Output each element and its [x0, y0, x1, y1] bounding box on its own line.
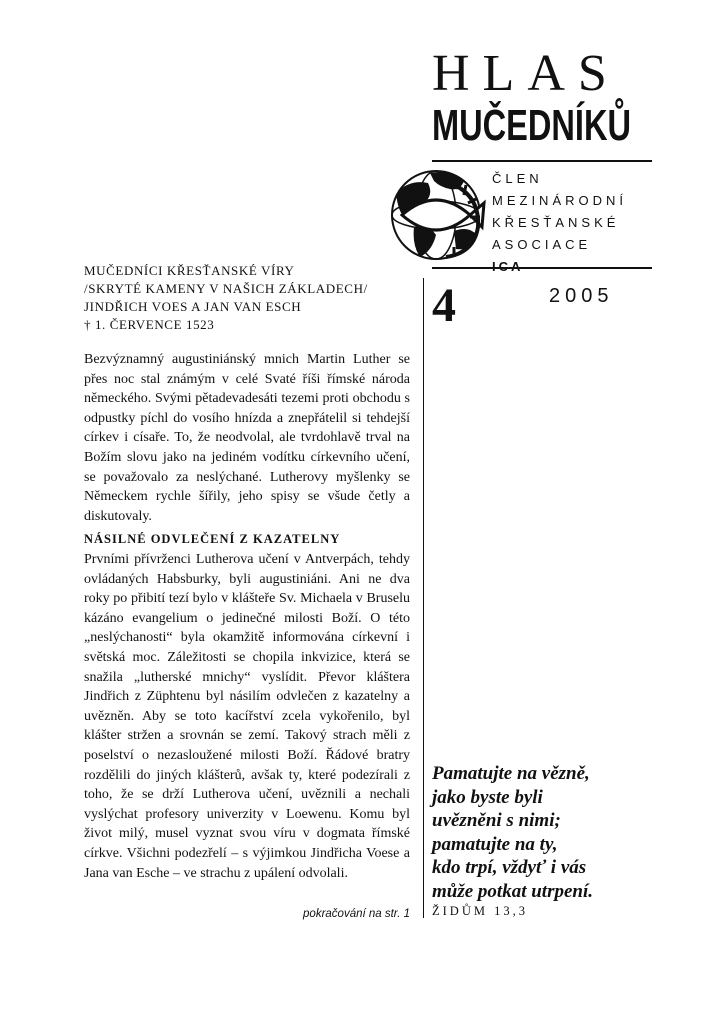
article-paragraph-1: Bezvýznamný augustiniánský mnich Martin Luther se přes noc stal známým v celé Svaté říši římské národa německého. Svými pětadevadesáti tezemi proti obchodu s odpustky píchl do vosího hnízda a znepřátelil si tehdejší církev i císaře. To, že neodvolal, ale tvrdohlavě trval na Božím slovu jako na jediném vodítku církevního učení, se považovalo za neslýchané. Lutherovy myšlenky se Německem rychle šířily, jeho spisy se všude četly a diskutovaly.	[84, 352, 410, 524]
continued-note: pokračování na str. 1	[303, 908, 410, 920]
masthead-title-hlas: HLAS	[432, 45, 620, 102]
ica-membership	[492, 168, 627, 278]
bible-quote: Pamatujte na vězně, jako byste byli uvězněni s nimi; pamatujte na ty, kdo trpí, vždyť i vás může potkat utrpení.	[432, 763, 593, 902]
ica-divider	[432, 267, 652, 269]
headline-line: † 1. ČERVENCE 1523	[84, 317, 215, 332]
masthead-title-mucedniku: MUČEDNÍKŮ	[432, 101, 631, 150]
ica-line-mezinarodni: MEZINÁRODNÍ	[492, 193, 627, 208]
ica-line-clen: ČLEN	[492, 171, 543, 186]
ica-line-asociace: ASOCIACE	[492, 237, 592, 252]
headline-line: /SKRYTÉ KAMENY V NAŠICH ZÁKLADECH/	[84, 281, 368, 296]
ica-line-krestanske: KŘESŤANSKÉ	[492, 215, 620, 230]
masthead-divider	[432, 160, 652, 162]
bible-reference: ŽIDŮM 13,3	[432, 904, 528, 918]
issue-number: 4	[432, 279, 456, 332]
headline-line: JINDŘICH VOES A JAN VAN ESCH	[84, 299, 302, 314]
masthead	[432, 45, 652, 150]
column-divider	[423, 278, 424, 918]
ica-globe-fish-icon	[384, 165, 492, 265]
ica-abbreviation: ICA	[492, 259, 524, 274]
issue-year: 2005	[549, 285, 614, 307]
article-headline	[84, 262, 414, 334]
article-paragraph-2: Prvními přívrženci Lutherova učení v Antverpách, tehdy ovládaných Habsburky, byli augustiniáni. Ani ne dva roky po přibití tezí bylo v klášteře Sv. Michaela v Bruselu kázáno evangelium o jedinečné milosti Boží. O této „neslýchanosti“ byla okamžitě informována církevní i světská moc. Záležitosti se chopila inkvizice, která se snažila „lutherské mnichy“ vyslídit. Převor kláštera Jindřich z Züphtenu byl násilím odvlečen z kazatelny a uvězněn. Aby se toto kacířství zcela vykořenilo, byl klášter stržen a srovnán se zemí. Takový strach měli z poselství o nezasloužené milosti Boží. Řádové bratry rozdělili do jiných klášterů, avšak ty, které podezírali z toho, že se drží Lutherova učení, uvěznili a nechali vyslýchat profesory univerzity v Loewenu. Komu byl život milý, musel vyznat svou víru v dogmata římské církve. Všichni podezřelí – s výjimkou Jindřicha Voese a Jana van Esche – ve strachu z upálení odvolali.	[84, 552, 410, 881]
headline-line: MUČEDNÍCI KŘESŤANSKÉ VÍRY	[84, 263, 295, 278]
article-subheading: NÁSILNÉ ODVLEČENÍ Z KAZATELNY	[84, 532, 341, 546]
